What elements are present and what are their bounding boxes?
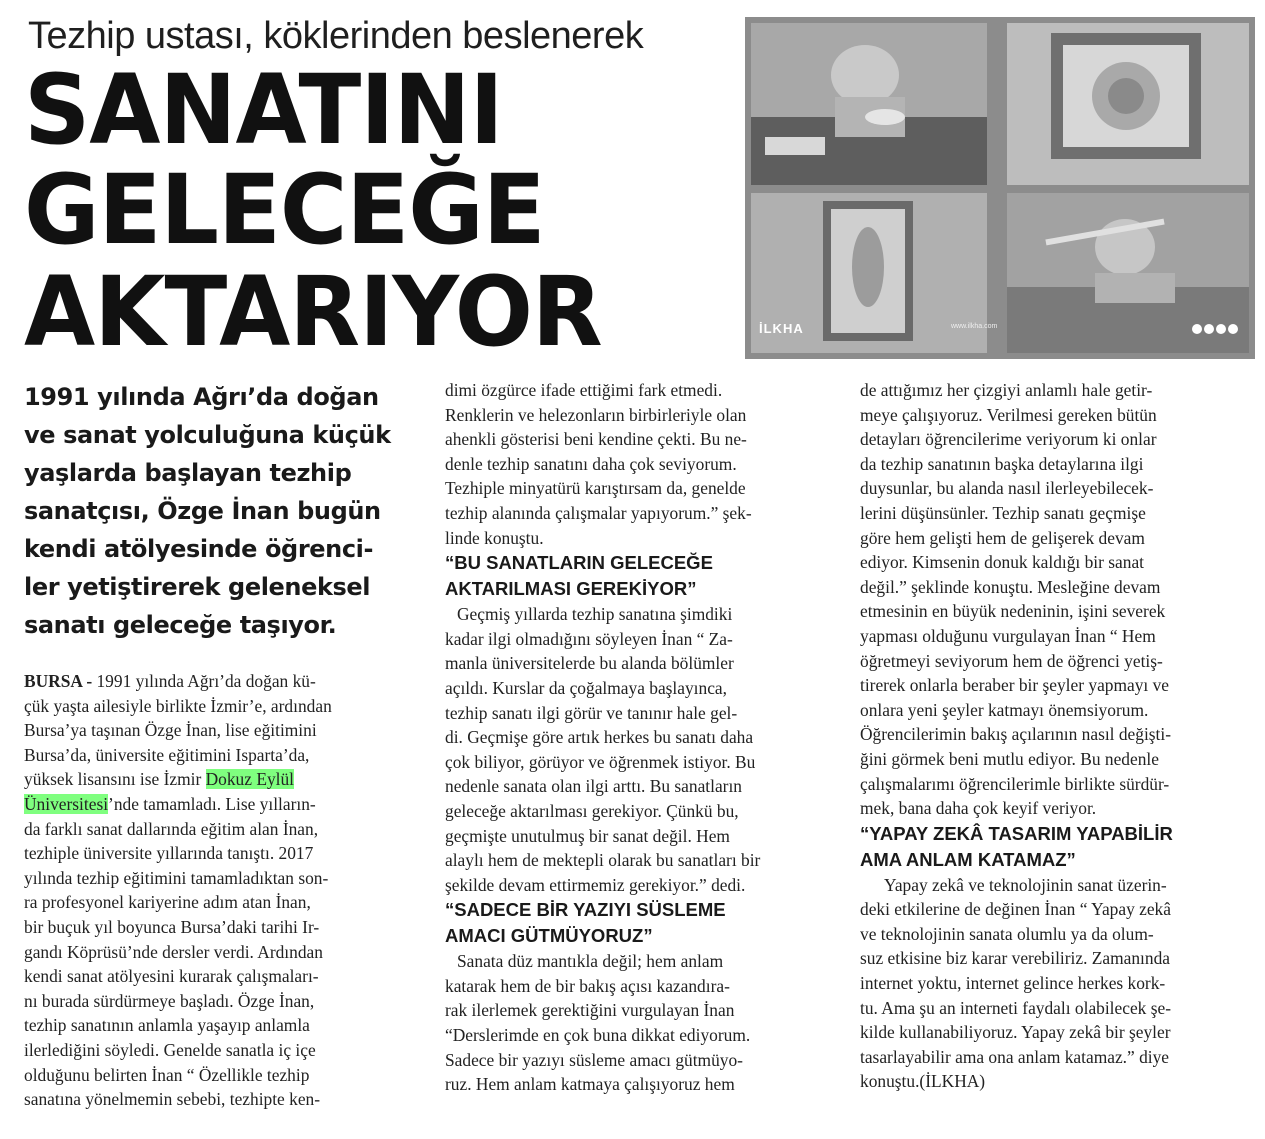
body-line: [24, 767, 422, 792]
body-line: kadar ilgi olmadığını söyleyen İnan “ Za-: [445, 628, 733, 649]
body-line: nı burada sürdürmeye başladı. Özge İnan,: [24, 990, 315, 1011]
body-line: Bursa’da, üniversite eğitimini Isparta’da,: [24, 744, 310, 765]
highlighted-text: Üniversitesi: [24, 793, 109, 814]
body-line: mek, bana daha çok keyif veriyor.: [860, 798, 1097, 819]
body-line: öğretmeyi seviyorum hem de öğrenci yetiş-: [860, 650, 1163, 671]
body-line: duysunlar, bu alanda nasıl ilerleyebilecek-: [860, 478, 1154, 499]
body-line: bir buçuk yıl boyunca Bursa’daki tarihi Ir-: [24, 916, 320, 937]
body-line: lerini düşünsünler. Tezhip sanatı geçmişe: [860, 502, 1146, 523]
photo-artist-at-desk: [751, 23, 987, 185]
body-line: ediyor. Kimsenin donuk kaldığı bir sanat: [860, 552, 1145, 573]
subheading: AMA ANLAM KATAMAZ”: [860, 848, 1076, 870]
body-line: katarak hem de bir bakış açısı kazandıra-: [445, 975, 730, 996]
body-line: onlara yeni şeyler katmayı önemsiyorum.: [860, 699, 1149, 720]
body-column-2: [445, 378, 837, 1097]
body-line: linde konuştu.: [445, 527, 544, 548]
body-line: Renklerin ve helezonların birbirleriyle olan: [445, 404, 747, 425]
deck-line: sanatçısı, Özge İnan bugün: [24, 497, 381, 525]
body-line: tezhip alanında çalışmalar yapıyorum.” şek-: [445, 502, 752, 523]
body-line: yapması olduğunu vurgulayan İnan “ Hem: [860, 625, 1156, 646]
body-line: Sanata düz mantıkla değil; hem anlam: [457, 951, 724, 972]
headline-line-3: AKTARIYOR: [24, 255, 602, 369]
body-line: ve teknolojinin sanata olumlu ya da olum-: [860, 923, 1154, 944]
body-line: kendi sanat atölyesini kurarak çalışmaları-: [24, 966, 319, 987]
body-line: ilerlediğini söyledi. Genelde sanatla iç içe: [24, 1039, 316, 1060]
headline-line-1: SANATINI: [24, 53, 503, 167]
body-line: çalışmalarımı öğrencilerimle birlikte sürdür-: [860, 773, 1170, 794]
article-deck: [24, 378, 422, 644]
body-line: detayları öğrencilerime veriyorum ki onlar: [860, 429, 1157, 450]
body-line: tezhip sanatı ilgi görür ve tanınır hale gel-: [445, 702, 738, 723]
body-line: [24, 669, 422, 694]
body-line: Öğrencilerimin bakış açılarının nasıl değişti-: [860, 724, 1172, 745]
body-line: etmesinin en büyük nedeninin, işini severek: [860, 601, 1166, 622]
body-line: de attığımız her çizgiyi anlamlı hale getir-: [860, 380, 1153, 400]
body-line: da farklı sanat dallarında eğitim alan İnan,: [24, 818, 319, 839]
body-line: göre hem gelişti hem de gelişerek devam: [860, 527, 1145, 548]
body-line: ruz. Hem anlam katmaya çalışıyoruz hem: [445, 1074, 735, 1095]
subheading: “SADECE BİR YAZIYI SÜSLEME: [445, 899, 726, 921]
headline-line-2: GELECEĞE: [24, 153, 545, 267]
body-line: tezhiple üniversite yıllarında tanıştı. 2017: [24, 843, 314, 864]
deck-line: ve sanat yolculuğuna küçük: [24, 421, 391, 449]
body-text: ’nde tamamladı. Lise yılların-: [108, 793, 316, 814]
body-line: Tezhiple minyatürü karıştırsam da, genelde: [445, 478, 746, 499]
body-line: konuştu.(İLKHA): [860, 1071, 986, 1092]
body-line: denle tezhip sanatını daha çok seviyorum.: [445, 453, 737, 474]
body-column-3: [860, 378, 1255, 1094]
body-line: tu. Ama şu an interneti faydalı olabilecek şe-: [860, 997, 1171, 1018]
body-line: geleceğe aktarılması gerekiyor. Çünkü bu,: [445, 800, 739, 821]
body-line: suz etkisine biz karar verebiliriz. Zamanında: [860, 948, 1170, 969]
body-text: yüksek lisansını ise İzmir: [24, 769, 206, 790]
body-line: alaylı hem de mektepli olarak bu sanatları bir: [445, 850, 761, 871]
body-line: şekilde devam ettirmemiz gerekiyor.” dedi.: [445, 874, 746, 895]
article-kicker: Tezhip ustası, köklerinden beslenerek: [28, 15, 644, 57]
body-text: 1991 yılında Ağrı’da doğan kü-: [92, 671, 316, 691]
deck-line: 1991 yılında Ağrı’da doğan: [24, 383, 379, 411]
body-line: gandı Köprüsü’nde dersler verdi. Ardından: [24, 941, 323, 962]
body-line: geçmişte unutulmuş bir sanat değil. Hem: [445, 825, 730, 846]
ilkha-logo: İLKHA: [759, 321, 804, 336]
body-line: ra profesyonel kariyerine adım atan İnan,: [24, 892, 311, 913]
body-line: Yapay zekâ ve teknolojinin sanat üzerin-: [884, 874, 1167, 895]
body-line: Bursa’ya taşınan Özge İnan, lise eğitimini: [24, 720, 317, 741]
body-line: ğini görmek beni mutlu ediyor. Bu nedenle: [860, 748, 1159, 769]
body-line: rak ilerlemek gerektiğini vurgulayan İnan: [445, 1000, 735, 1021]
body-line: nedenle sanata olan ilgi arttı. Bu sanatların: [445, 776, 742, 797]
body-line: meye çalışıyoruz. Verilmesi gereken bütün: [860, 404, 1157, 425]
deck-line: ler yetiştirerek geleneksel: [24, 573, 371, 601]
subheading: “YAPAY ZEKÂ TASARIM YAPABİLİR: [860, 822, 1173, 844]
deck-line: yaşlarda başlayan tezhip: [24, 459, 352, 487]
body-line: tasarlayabilir ama ona anlam katamaz.” diye: [860, 1046, 1170, 1067]
highlighted-text: Dokuz Eylül: [205, 769, 294, 790]
body-line: manla üniversitelerde bu alanda bölümler: [445, 653, 734, 674]
body-line: açıldı. Kurslar da çoğalmaya başlayınca,: [445, 677, 727, 698]
deck-line: sanatı geleceğe taşıyor.: [24, 611, 337, 639]
body-line: ahenkli gösterisi beni kendine çekti. Bu ne-: [445, 429, 747, 450]
body-line: olduğunu belirten İnan “ Özellikle tezhip: [24, 1064, 310, 1085]
body-line: çük yaşta ailesiyle birlikte İzmir’e, ardından: [24, 695, 332, 716]
body-line: di. Geçmişe göre artık herkes bu sanatı daha: [445, 727, 754, 748]
photo-collage-graphic: [745, 17, 1255, 359]
body-line: çok biliyor, görüyor ve öğrenmek istiyor. Bu: [445, 751, 756, 772]
body-line: değil.” şeklinde konuştu. Mesleğine devam: [860, 576, 1161, 597]
body-line: da tezhip sanatının başka detaylarına ilgi: [860, 453, 1144, 474]
dateline: BURSA -: [24, 671, 93, 691]
body-line: dimi özgürce ifade ettiğimi fark etmedi.: [445, 380, 723, 400]
body-line: deki etkilerine de değinen İnan “ Yapay zekâ: [860, 899, 1171, 920]
body-column-1: [24, 669, 422, 1112]
deck-line: kendi atölyesinde öğrenci-: [24, 535, 374, 563]
photo-framed-tezhip: [1007, 23, 1249, 185]
body-line: kilde kullanabiliyoruz. Yapay zekâ bir şeyler: [860, 1022, 1171, 1043]
subheading: AMACI GÜTMÜYORUZ”: [445, 925, 653, 947]
body-line: “Derslerimde en çok buna dikkat ediyorum.: [445, 1025, 751, 1046]
body-line: Sadece bir yazıyı süsleme amacı gütmüyo-: [445, 1049, 743, 1070]
body-line: tezhip sanatının anlamla yaşayıp anlamla: [24, 1015, 310, 1036]
body-line: [24, 792, 422, 817]
subheading: “BU SANATLARIN GELECEĞE: [445, 552, 713, 574]
body-line: internet yoktu, internet gelince herkes kork-: [860, 973, 1166, 994]
body-line: sanatına yönelmemin sebebi, tezhipte ken-: [24, 1089, 321, 1110]
body-line: Geçmiş yıllarda tezhip sanatına şimdiki: [457, 604, 733, 625]
article-photo-collage: [745, 17, 1255, 359]
subheading: AKTARILMASI GEREKİYOR”: [445, 578, 697, 600]
photo-caption-url: www.ilkha.com: [951, 323, 998, 330]
body-line: yılında tezhip eğitimini tamamladıktan son-: [24, 867, 329, 888]
body-line: tirerek onlarla beraber bir şeyler yapmayı ve: [860, 675, 1170, 696]
